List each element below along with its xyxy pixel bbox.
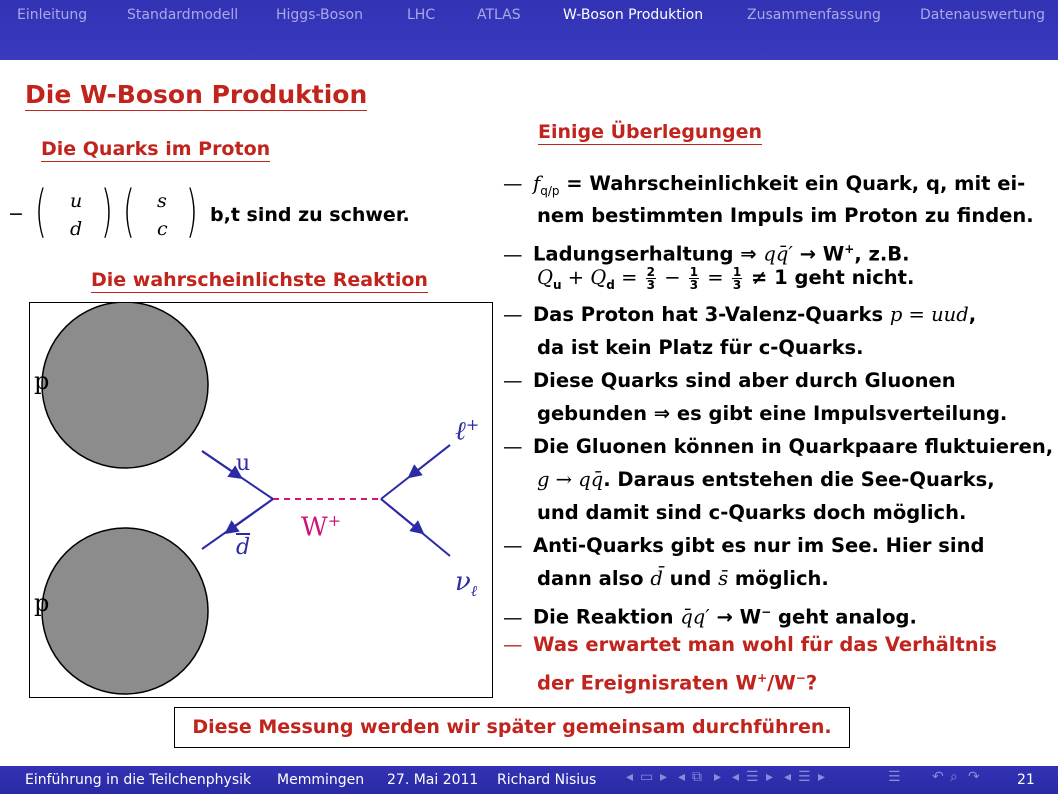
denominator: 3 <box>646 278 655 292</box>
frame-icon[interactable]: ▭ <box>640 769 654 785</box>
nav-next-subsection-icon[interactable]: ▸ <box>766 769 774 785</box>
quark-u-arrow <box>202 451 237 475</box>
equals-sign: = <box>614 266 644 289</box>
proton-label-top: p <box>34 367 50 395</box>
matrix-lead-dash: − <box>8 203 24 225</box>
line-text: , <box>968 303 977 326</box>
bullet-dash: — <box>503 435 523 458</box>
section-icon[interactable]: ☰ <box>798 769 811 785</box>
line-text: Die Reaktion <box>533 605 681 629</box>
neutrino-flavour: ℓ <box>470 582 478 601</box>
list-item-question <box>503 633 997 657</box>
list-item-continuation: gebunden ⇒ es gibt eine Impulsverteilung. <box>537 402 1008 425</box>
footer-course: Einführung in die Teilchenphysik <box>25 772 252 788</box>
numerator: 1 <box>689 265 699 279</box>
line-text: Ladungserhaltung ⇒ <box>533 242 764 266</box>
line-text: dann also <box>537 567 651 590</box>
quark-dbar-arrow <box>230 499 273 530</box>
nav-item-einleitung[interactable]: Einleitung <box>17 7 88 23</box>
minus-sign: − <box>658 266 687 289</box>
list-item-continuation: da ist kein Platz für c-Quarks. <box>537 336 864 359</box>
back-icon[interactable]: ↶ <box>932 769 944 785</box>
measurement-note-box: Diese Messung werden wir später gemeinsam durchführen. <box>174 707 850 748</box>
nav-item-lhc[interactable]: LHC <box>407 7 436 23</box>
nav-prev-section-icon[interactable]: ◂ <box>784 769 792 785</box>
line-text: → W <box>709 605 762 629</box>
matrix-note: b,t sind zu schwer. <box>210 204 410 226</box>
nav-item-w-boson-produktion[interactable]: W-Boson Produktion <box>563 7 704 23</box>
bullet-dash: — <box>503 534 523 557</box>
forward-icon[interactable]: ↷ <box>968 769 980 785</box>
line-text: ≠ 1 geht nicht. <box>744 266 915 289</box>
charge-sup: + <box>844 242 855 256</box>
list-item <box>503 303 976 327</box>
bullet-dash: — <box>503 633 523 656</box>
quark-d: d <box>70 218 83 240</box>
bullet-dash: — <box>503 605 523 629</box>
line-text: = Wahrscheinlichkeit ein Quark, q, mit ei- <box>559 172 1026 195</box>
feynman-svg <box>30 303 491 696</box>
left-paren-1: ( <box>34 179 47 244</box>
line-text: geht analog. <box>771 605 917 629</box>
nav-item-zusammenfassung[interactable]: Zusammenfassung <box>747 7 881 23</box>
footer-bar <box>0 766 1058 794</box>
line-text: der Ereignisraten W <box>537 671 758 695</box>
lepton-symbol: ℓ <box>455 416 466 447</box>
search-icon[interactable]: ⌕ <box>950 769 958 785</box>
q-symbol: Q <box>590 266 607 289</box>
footer-author: Richard Nisius <box>497 772 597 788</box>
numerator: 2 <box>646 265 655 279</box>
nav-prev-frame-icon[interactable]: ◂ <box>626 769 634 785</box>
list-item <box>503 435 1053 459</box>
line-text: möglich. <box>728 567 829 590</box>
bullet-dash: — <box>503 303 523 326</box>
w-symbol: W <box>301 512 328 543</box>
list-item-continuation <box>537 468 995 492</box>
charge-sup: + <box>757 671 768 685</box>
proton-label-bottom: p <box>34 589 50 617</box>
list-item <box>503 369 956 393</box>
w-charge: + <box>327 511 342 530</box>
line-text: Die Gluonen können in Quarkpaare fluktuieren, <box>533 435 1054 458</box>
considerations-heading: Einige Überlegungen <box>538 121 762 143</box>
denominator: 3 <box>689 278 699 292</box>
list-item-continuation: und damit sind c-Quarks doch möglich. <box>537 501 967 524</box>
denominator: 3 <box>732 278 742 292</box>
list-item <box>503 172 1025 203</box>
math-term: p = uud <box>889 303 969 326</box>
line-text: Diese Quarks sind aber durch Gluonen <box>533 369 956 392</box>
slide-stack-icon[interactable]: ⧉ <box>692 769 702 785</box>
quark-dbar-label: $\overline{d}$ <box>236 535 251 560</box>
math-term: d̄ <box>650 567 663 590</box>
footer-date: 27. Mai 2011 <box>387 772 479 788</box>
reaction-heading: Die wahrscheinlichste Reaktion <box>91 269 428 291</box>
feynman-diagram <box>29 302 493 698</box>
math-term: s̄ <box>718 567 729 590</box>
lepton-label <box>455 415 479 447</box>
list-item <box>503 600 917 630</box>
charge-sup: − <box>761 605 772 619</box>
list-item-continuation <box>537 266 914 297</box>
math-term: q̄q′ <box>680 605 710 629</box>
nav-next-frame-icon[interactable]: ▸ <box>660 769 668 785</box>
nav-prev-subsection-icon[interactable]: ◂ <box>732 769 740 785</box>
lepton-arrow <box>413 445 450 474</box>
left-paren-2: ( <box>122 179 135 244</box>
equals-sign: = <box>701 266 730 289</box>
fraction <box>689 266 699 291</box>
q-subscript: d <box>606 277 615 292</box>
footer-place: Memmingen <box>277 772 365 788</box>
bullet-dash: — <box>503 369 523 392</box>
fraction <box>732 266 742 291</box>
right-paren-2: ) <box>185 179 198 244</box>
f-symbol: f <box>533 172 541 195</box>
neutrino-symbol: ν <box>455 567 471 597</box>
charge-sup: − <box>795 671 806 685</box>
fraction <box>646 266 656 291</box>
nav-item-standardmodell[interactable]: Standardmodell <box>127 7 239 23</box>
w-plus-label <box>301 511 341 543</box>
nav-item-atlas[interactable]: ATLAS <box>477 7 521 23</box>
document-icon[interactable]: ☰ <box>888 769 901 785</box>
q-subscript: u <box>553 277 562 292</box>
lepton-charge: + <box>465 415 480 434</box>
line-text: Das Proton hat 3-Valenz-Quarks <box>533 303 890 326</box>
line-text: → W <box>792 242 845 266</box>
line-text: . Daraus entstehen die See-Quarks, <box>603 468 995 491</box>
proton-blob-top <box>42 303 208 468</box>
list-item <box>503 237 910 267</box>
nav-prev-slide-icon[interactable]: ◂ <box>678 769 686 785</box>
line-text: und <box>662 567 719 590</box>
line-text: Anti-Quarks gibt es nur im See. Hier sind <box>533 534 985 557</box>
nav-next-section-icon[interactable]: ▸ <box>818 769 826 785</box>
line-text: ? <box>805 671 818 695</box>
navigation-bar <box>0 0 1058 60</box>
slide-title: Die W-Boson Produktion <box>25 80 368 109</box>
line-text: Was erwartet man wohl für das Verhältnis <box>533 633 997 656</box>
list-item-continuation: nem bestimmten Impuls im Proton zu finden. <box>537 204 1034 227</box>
subsection-icon[interactable]: ☰ <box>746 769 759 785</box>
list-item <box>503 534 984 558</box>
line-text: , z.B. <box>854 242 910 266</box>
nav-item-datenauswertung[interactable]: Datenauswertung <box>920 7 1046 23</box>
math-term: g → qq̄ <box>537 468 604 491</box>
list-item-continuation <box>537 666 817 696</box>
page-number: 21 <box>1017 772 1035 788</box>
f-subscript: q/p <box>540 183 560 198</box>
nav-next-slide-icon[interactable]: ▸ <box>714 769 722 785</box>
list-item-continuation <box>537 567 829 591</box>
neutrino-arrow <box>381 499 419 530</box>
line-text: /W <box>767 671 796 695</box>
quark-s: s <box>157 190 167 212</box>
q-symbol: Q <box>537 266 553 289</box>
nav-item-higgs-boson[interactable]: Higgs-Boson <box>276 7 363 23</box>
right-paren-1: ) <box>100 179 113 244</box>
plus-sign: + <box>561 266 591 289</box>
quark-u-label: u <box>236 451 251 476</box>
bullet-dash: — <box>503 242 523 266</box>
quark-u: u <box>70 190 83 212</box>
quarks-heading: Die Quarks im Proton <box>41 138 271 160</box>
neutrino-label <box>455 567 477 601</box>
numerator: 1 <box>732 265 742 279</box>
math-term: qq̄′ <box>763 242 793 266</box>
quark-c: c <box>157 218 168 240</box>
proton-blob-bottom <box>42 528 208 694</box>
bullet-dash: — <box>503 172 523 195</box>
